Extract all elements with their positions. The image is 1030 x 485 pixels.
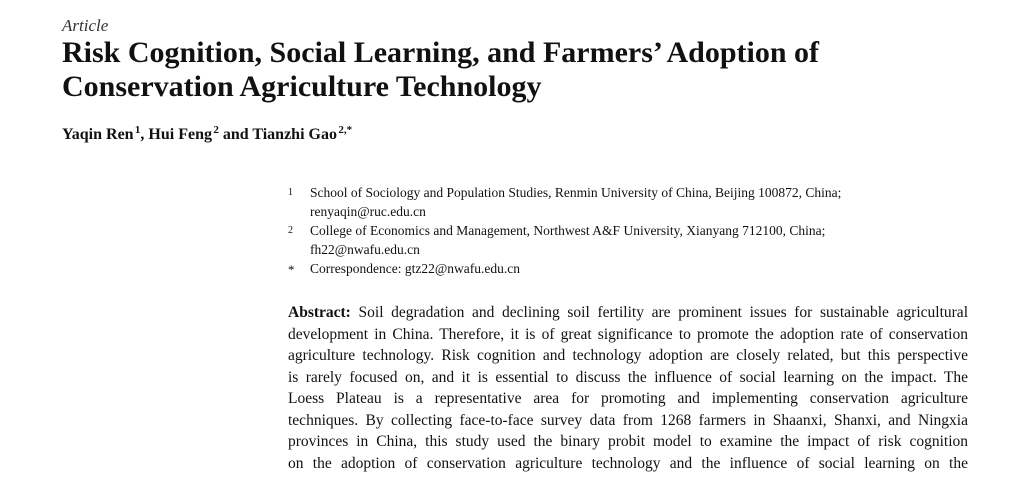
abstract-line: development in China. Therefore, it is of great significance to promote the adoption rate of conservation <box>288 325 968 343</box>
author-name: Hui Feng <box>148 126 212 143</box>
paper-title <box>62 36 1002 104</box>
affiliation-marker: 1 <box>288 187 293 198</box>
correspondence-email[interactable]: Correspondence: gtz22@nwafu.edu.cn <box>310 261 520 276</box>
affiliation-2 <box>288 221 988 259</box>
author-name: Yaqin Ren <box>62 126 134 143</box>
abstract <box>288 302 968 474</box>
affiliation-email[interactable]: renyaqin@ruc.edu.cn <box>310 204 426 219</box>
abstract-line <box>288 302 968 324</box>
author-separator: , <box>140 126 149 143</box>
affiliation-line: College of Economics and Management, Northwest A&F University, Xianyang 712100, China; <box>310 223 826 238</box>
affiliation-1 <box>288 183 988 221</box>
title-line-2: Conservation Agriculture Technology <box>62 70 542 103</box>
author-name: Tianzhi Gao <box>252 126 337 143</box>
abstract-line: techniques. By collecting face-to-face survey data from 1268 farmers in Shaanxi, Shanxi, and Ningxia <box>288 411 968 429</box>
correspondence-marker: * <box>288 262 295 277</box>
affiliation-email[interactable]: fh22@nwafu.edu.cn <box>310 242 420 257</box>
title-line-1: Risk Cognition, Social Learning, and Farmers’ Adoption of <box>62 36 820 69</box>
author-affiliation-sup: 2,* <box>338 124 353 136</box>
affiliation-marker: 2 <box>288 225 293 236</box>
author-list <box>62 126 352 144</box>
abstract-line-text: Soil degradation and declining soil fertility are prominent issues for sustainable agricultural <box>358 304 968 321</box>
abstract-line: is rarely focused on, and it is essential to discuss the influence of social learning on the impact. The <box>288 368 968 386</box>
abstract-line: provinces in China, this study used the binary probit model to examine the impact of risk cognition <box>288 433 968 450</box>
article-type-label: Article <box>62 16 109 35</box>
affiliation-line: School of Sociology and Population Studies, Renmin University of China, Beijing 100872, China; <box>310 185 842 200</box>
author-affiliation-sup: 1 <box>134 124 141 136</box>
abstract-line: Loess Plateau is a representative area for promoting and implementing conservation agriculture <box>288 390 968 407</box>
author-separator: and <box>218 126 253 143</box>
abstract-label: Abstract: <box>288 304 351 321</box>
abstract-line: on the adoption of conservation agriculture technology and the influence of social learning on the <box>288 454 968 472</box>
affiliations <box>288 183 988 278</box>
abstract-line: agriculture technology. Risk cognition and technology adoption are closely related, but this perspective <box>288 347 968 364</box>
correspondence <box>288 259 988 278</box>
author-affiliation-sup: 2 <box>213 124 219 136</box>
